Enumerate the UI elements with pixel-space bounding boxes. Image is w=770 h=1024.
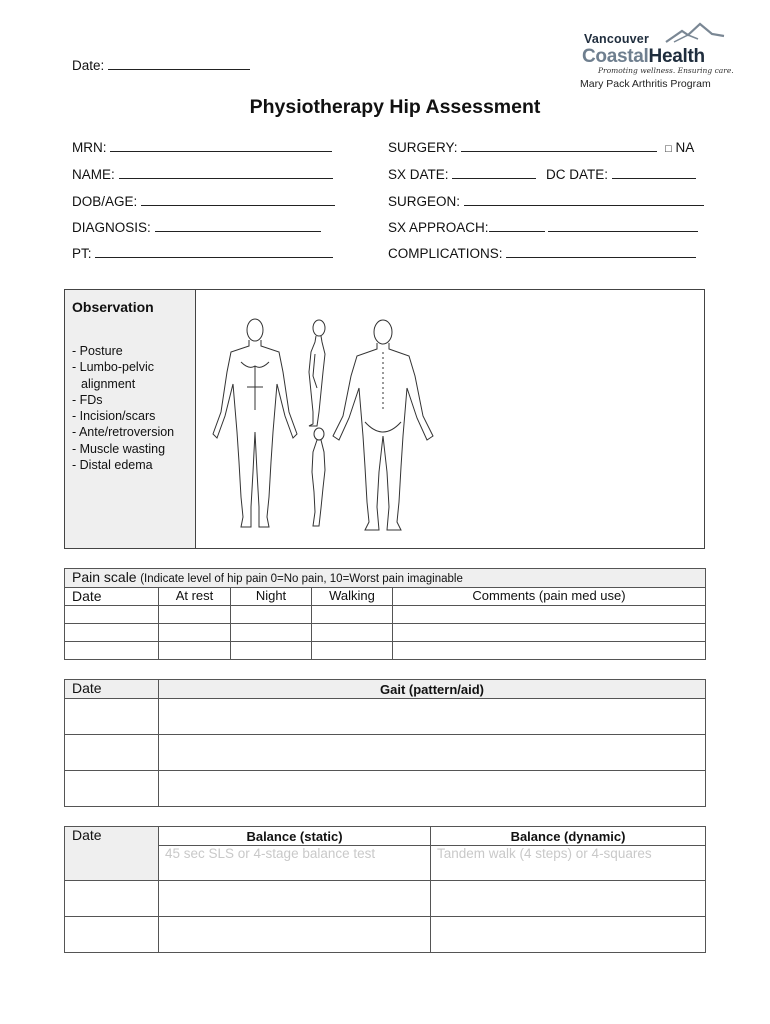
complications-label: COMPLICATIONS: xyxy=(388,246,503,261)
body-side-figure-lower xyxy=(312,428,325,526)
pt-field[interactable] xyxy=(72,245,333,261)
balance-cell[interactable] xyxy=(431,917,706,953)
logo-vancouver: Vancouver xyxy=(584,32,650,46)
gait-cell[interactable] xyxy=(65,735,159,771)
diagnosis-blank[interactable] xyxy=(155,219,321,232)
sx-date-field[interactable] xyxy=(388,166,696,182)
balance-cell[interactable] xyxy=(431,881,706,917)
gait-table xyxy=(64,679,706,807)
observation-item: - Incision/scars xyxy=(72,409,156,424)
surgery-field[interactable] xyxy=(388,139,694,155)
pain-cell[interactable] xyxy=(159,642,231,660)
gait-header-row xyxy=(65,680,706,699)
mrn-label: MRN: xyxy=(72,140,107,155)
pain-col-comments: Comments (pain med use) xyxy=(393,588,706,606)
pain-cell[interactable] xyxy=(159,624,231,642)
table-row xyxy=(65,735,706,771)
date-field[interactable] xyxy=(72,57,250,73)
pain-cell[interactable] xyxy=(312,624,393,642)
balance-dynamic-hint: Tandem walk (4 steps) or 4-squares xyxy=(437,846,652,861)
body-chart[interactable] xyxy=(205,312,445,537)
sx-approach-label: SX APPROACH: xyxy=(388,220,489,235)
body-back-figure xyxy=(333,320,433,530)
table-row xyxy=(65,699,706,735)
pain-cell[interactable] xyxy=(159,606,231,624)
table-row xyxy=(65,771,706,807)
logo-coastal: Coastal xyxy=(582,46,649,67)
gait-cell[interactable] xyxy=(159,699,706,735)
logo-coastal-health xyxy=(582,46,705,68)
date-blank[interactable] xyxy=(108,57,250,70)
mrn-blank[interactable] xyxy=(110,139,332,152)
dob-age-field[interactable] xyxy=(72,193,335,209)
pain-cell[interactable] xyxy=(231,624,312,642)
gait-cell[interactable] xyxy=(159,771,706,807)
vch-logo xyxy=(578,22,734,94)
sx-date-blank[interactable] xyxy=(452,166,536,179)
pain-scale-subtitle: (Indicate level of hip pain 0=No pain, 10=Worst pain imaginable xyxy=(140,573,463,585)
balance-table xyxy=(64,826,706,953)
pain-scale-table xyxy=(64,568,706,660)
body-side-figure-upper xyxy=(309,320,325,426)
diagnosis-field[interactable] xyxy=(72,219,321,235)
name-blank[interactable] xyxy=(119,166,333,179)
logo-health: Health xyxy=(648,46,705,67)
pain-cell[interactable] xyxy=(65,624,159,642)
pain-col-night: Night xyxy=(231,588,312,606)
pain-cell[interactable] xyxy=(312,642,393,660)
balance-col-dynamic: Balance (dynamic) xyxy=(431,827,706,846)
dob-age-label: DOB/AGE: xyxy=(72,194,138,209)
date-label: Date: xyxy=(72,58,105,73)
pain-scale-header xyxy=(65,569,706,588)
gait-cell[interactable] xyxy=(65,771,159,807)
dc-date-blank[interactable] xyxy=(612,166,696,179)
name-field[interactable] xyxy=(72,166,333,182)
sx-approach-blank-1[interactable] xyxy=(489,219,545,232)
balance-cell[interactable] xyxy=(65,917,159,953)
balance-cell[interactable] xyxy=(159,881,431,917)
surgeon-label: SURGEON: xyxy=(388,194,461,209)
pt-label: PT: xyxy=(72,246,92,261)
mountain-logo-icon xyxy=(664,22,726,44)
gait-cell[interactable] xyxy=(159,735,706,771)
table-row xyxy=(65,917,706,953)
pain-cell[interactable] xyxy=(65,606,159,624)
diagnosis-label: DIAGNOSIS: xyxy=(72,220,151,235)
pain-cell[interactable] xyxy=(393,624,706,642)
surgery-blank[interactable] xyxy=(461,139,657,152)
sx-approach-field[interactable] xyxy=(388,219,698,235)
gait-col-title: Gait (pattern/aid) xyxy=(159,680,706,699)
name-label: NAME: xyxy=(72,167,115,182)
observation-section xyxy=(64,289,705,549)
pain-cell[interactable] xyxy=(393,606,706,624)
sx-date-label: SX DATE: xyxy=(388,167,449,182)
table-row xyxy=(65,881,706,917)
table-row xyxy=(65,846,706,881)
pain-cell[interactable] xyxy=(65,642,159,660)
balance-cell[interactable] xyxy=(65,881,159,917)
observation-item: - Lumbo-pelvic xyxy=(72,360,154,375)
pain-col-date: Date xyxy=(65,588,159,606)
pain-cell[interactable] xyxy=(231,606,312,624)
balance-col-static: Balance (static) xyxy=(159,827,431,846)
observation-item: - FDs xyxy=(72,392,103,407)
complications-blank[interactable] xyxy=(506,245,696,258)
pain-cell[interactable] xyxy=(393,642,706,660)
pain-cell[interactable] xyxy=(312,606,393,624)
logo-tagline: Promoting wellness. Ensuring care. xyxy=(598,66,734,75)
na-checkbox[interactable]: □ xyxy=(665,143,672,155)
table-row xyxy=(65,606,706,624)
surgeon-blank[interactable] xyxy=(464,193,704,206)
program-name: Mary Pack Arthritis Program xyxy=(580,78,711,90)
balance-static-cell[interactable] xyxy=(159,846,431,881)
gait-cell[interactable] xyxy=(65,699,159,735)
balance-dynamic-cell[interactable] xyxy=(431,846,706,881)
body-front-figure xyxy=(213,319,297,527)
surgery-label: SURGERY: xyxy=(388,140,458,155)
surgeon-field[interactable] xyxy=(388,193,704,209)
observation-list xyxy=(72,343,174,473)
balance-header-row xyxy=(65,827,706,846)
na-label: NA xyxy=(675,140,695,155)
complications-field[interactable] xyxy=(388,245,696,261)
pain-cell[interactable] xyxy=(231,642,312,660)
observation-item: alignment xyxy=(81,376,136,391)
observation-item: - Distal edema xyxy=(72,458,153,473)
dob-age-blank[interactable] xyxy=(141,193,335,206)
balance-cell[interactable] xyxy=(159,917,431,953)
balance-col-date: Date xyxy=(65,827,159,881)
sx-approach-blank-2[interactable] xyxy=(548,219,698,232)
observation-sidebar xyxy=(65,290,196,548)
pain-col-walking: Walking xyxy=(312,588,393,606)
table-row xyxy=(65,624,706,642)
pain-col-at-rest: At rest xyxy=(159,588,231,606)
table-row xyxy=(65,642,706,660)
observation-item: - Muscle wasting xyxy=(72,441,166,456)
observation-item: - Ante/retroversion xyxy=(72,425,175,440)
gait-col-date: Date xyxy=(65,680,159,699)
observation-title: Observation xyxy=(72,299,154,315)
pain-scale-title: Pain scale xyxy=(72,569,137,585)
balance-static-hint: 45 sec SLS or 4-stage balance test xyxy=(165,846,376,861)
dc-date-label: DC DATE: xyxy=(546,167,609,182)
page-title: Physiotherapy Hip Assessment xyxy=(249,96,541,118)
pain-table-header-row xyxy=(65,588,706,606)
observation-item: - Posture xyxy=(72,344,123,358)
mrn-field[interactable] xyxy=(72,139,332,155)
pt-blank[interactable] xyxy=(95,245,333,258)
